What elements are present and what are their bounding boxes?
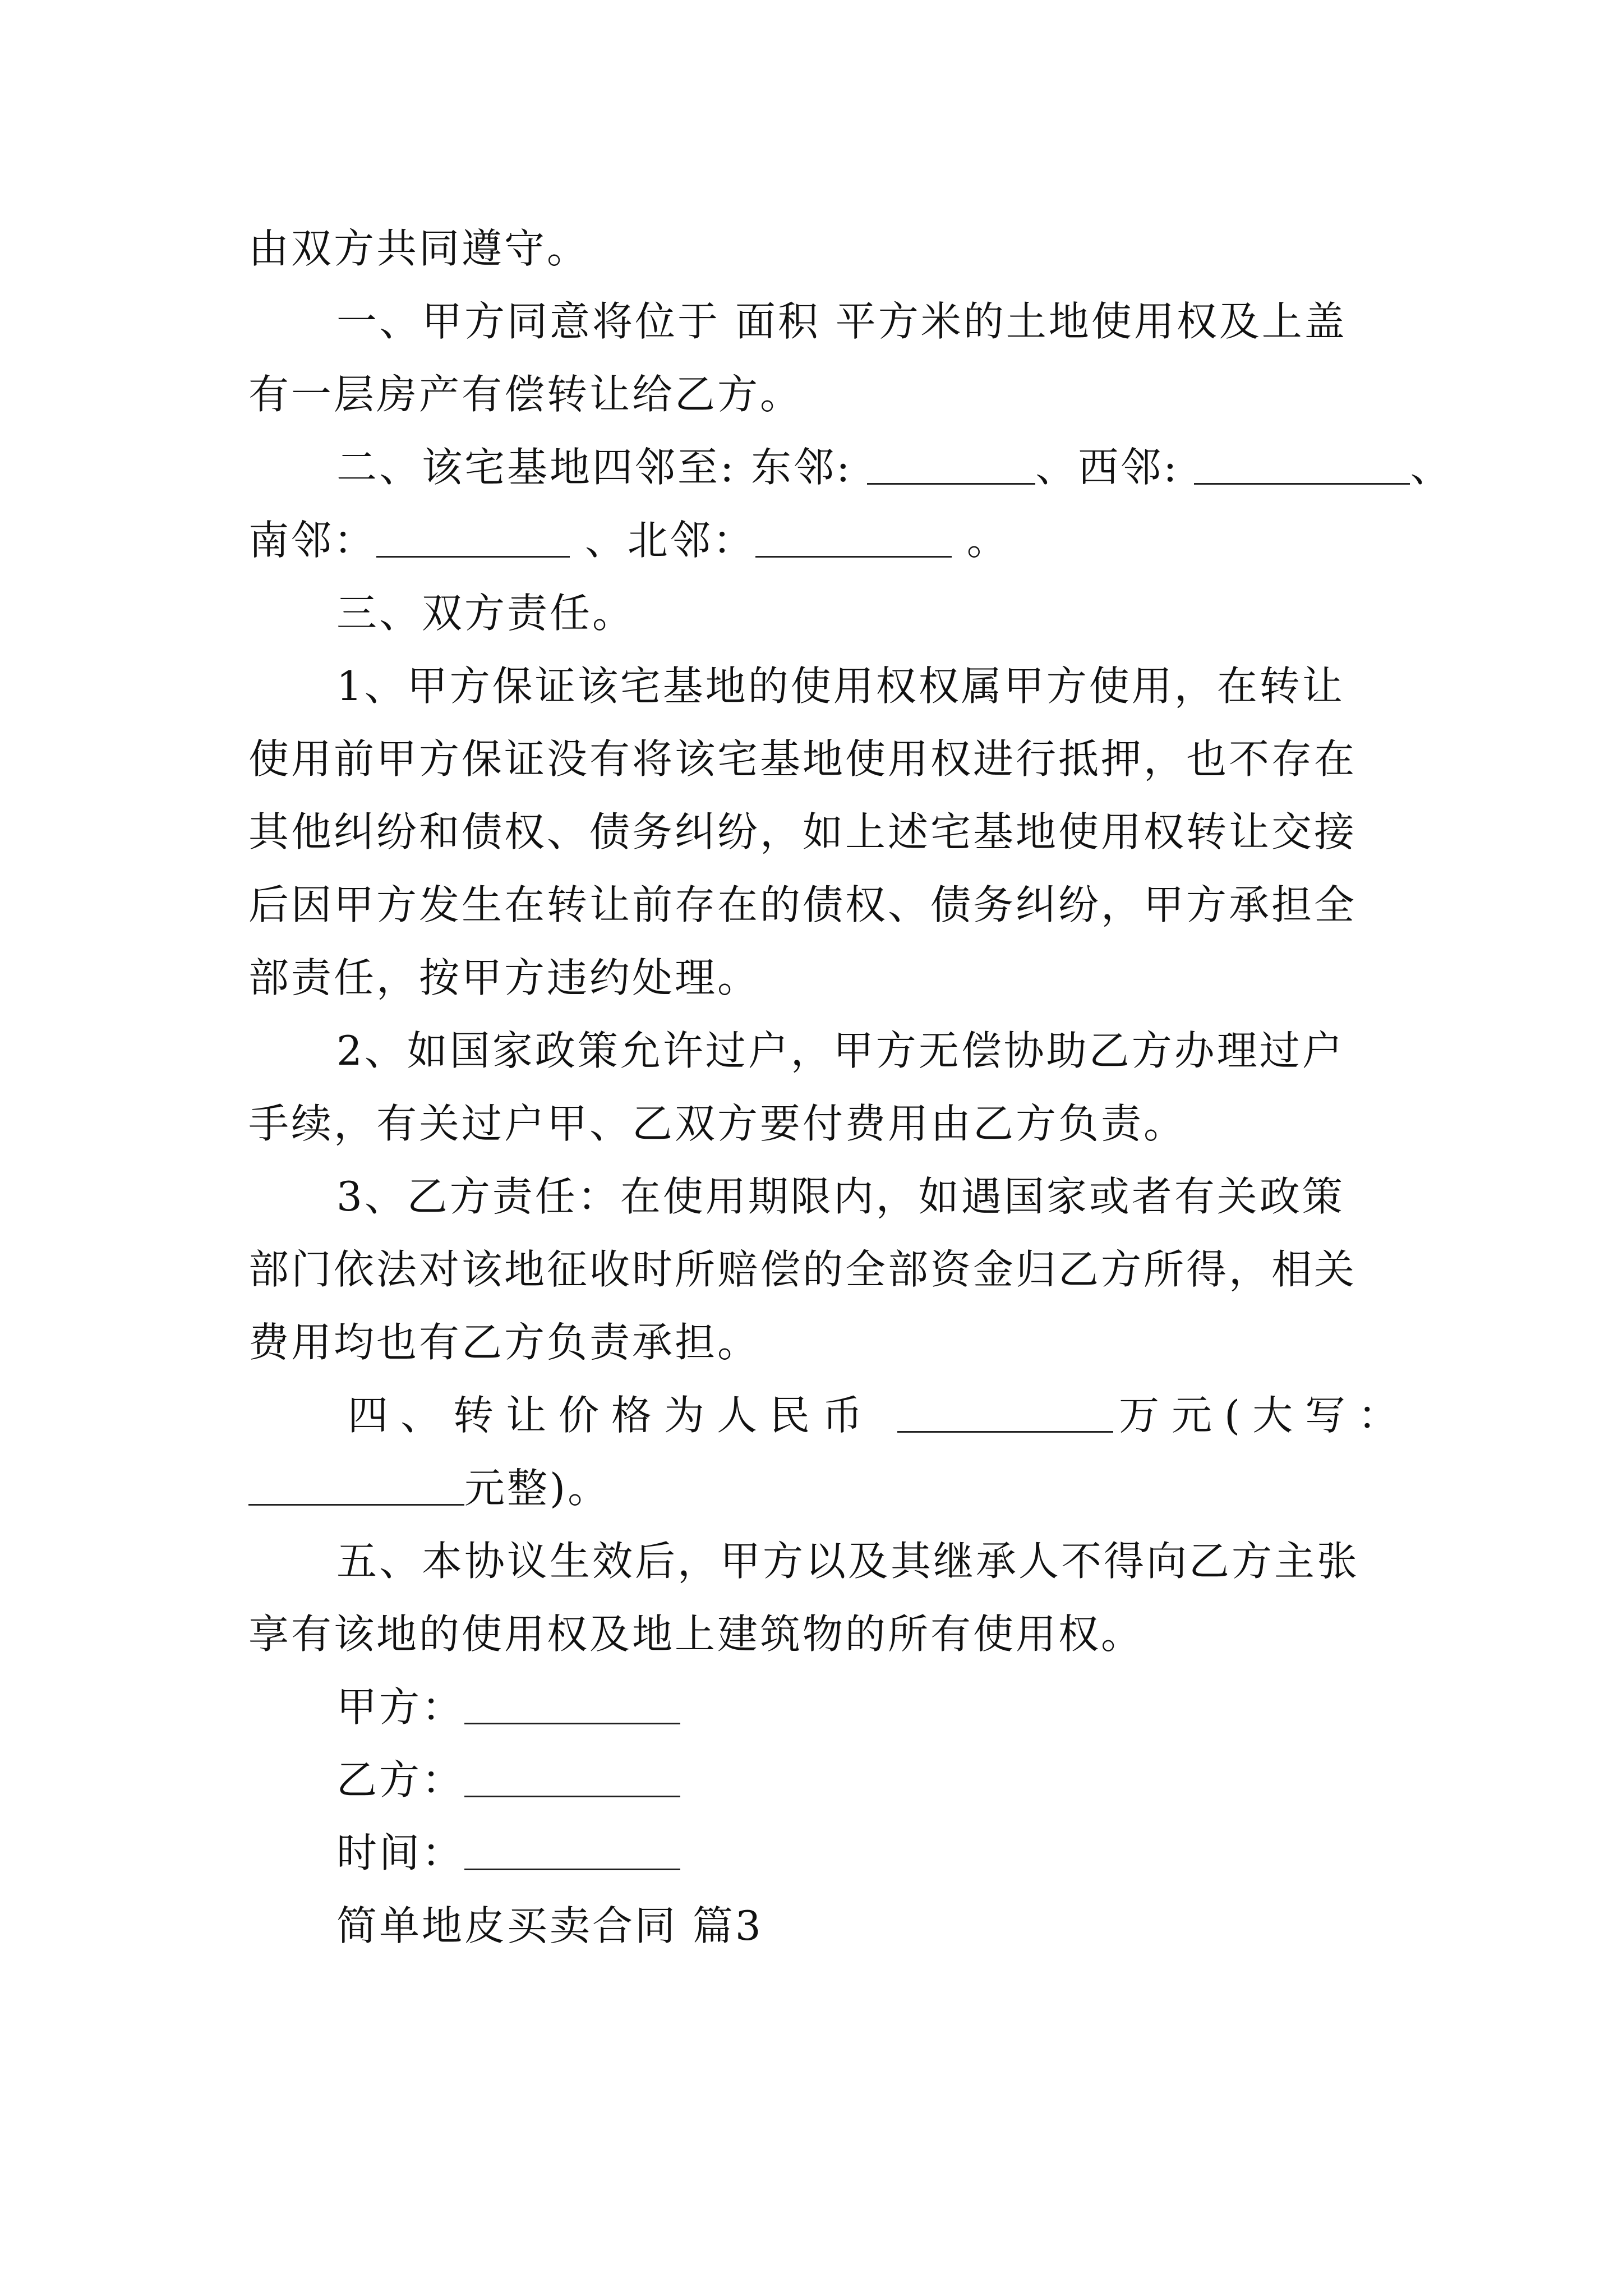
text-line: 部门依法对该地征收时所赔偿的全部资金归乙方所得，相关 xyxy=(248,1246,1357,1293)
price-uppercase-blank xyxy=(248,1465,464,1506)
price-uppercase-suffix: 元整)。 xyxy=(464,1465,611,1512)
date-signature-line xyxy=(336,1825,1387,1881)
clause-2-neighbors-line xyxy=(336,439,1453,495)
text-line: 使用前甲方保证没有将该宅基地使用权进行抵押，也不存在 xyxy=(248,735,1357,783)
date-blank xyxy=(464,1829,680,1870)
text-line: 后因甲方发生在转让前存在的债权、债务纠纷，甲方承担全 xyxy=(248,881,1357,928)
clause-3-heading: 三、双方责任。 xyxy=(336,590,635,637)
neighbors-label: 二、该宅基地四邻至: 东邻: xyxy=(336,444,868,491)
west-neighbor-label: 、西邻: xyxy=(1035,444,1195,491)
clause-3-3-text: 3、乙方责任：在使用期限内，如遇国家或者有关政策 xyxy=(336,1173,1345,1220)
clause-5-text: 五、本协议生效后，甲方以及其继承人不得向乙方主张 xyxy=(336,1538,1360,1585)
text-line: 费用均也有乙方负责承担。 xyxy=(248,1319,760,1366)
text-line: 手续，有关过户甲、乙双方要付费用由乙方负责。 xyxy=(248,1100,1187,1147)
party-b-blank xyxy=(464,1756,680,1797)
price-label: 四、转让价格为人民币 xyxy=(348,1392,875,1439)
clause-3-2-text: 2、如国家政策允许过户，甲方无偿协助乙方办理过户 xyxy=(336,1027,1345,1074)
south-neighbor-label: 南邻： xyxy=(248,517,377,564)
north-neighbor-label: 、北邻： xyxy=(570,517,755,564)
price-uppercase-line xyxy=(248,1460,1387,1516)
clause-1-text: 一、甲方同意将位于 面积 平方米的土地使用权及上盖 xyxy=(336,298,1347,345)
east-neighbor-blank xyxy=(867,444,1035,485)
price-unit-label: 万元(大写： xyxy=(1119,1392,1411,1439)
west-neighbor-blank xyxy=(1194,444,1410,485)
party-a-signature-line xyxy=(336,1679,1387,1735)
north-neighbor-blank xyxy=(755,517,952,558)
text-line: 其他纠纷和债权、债务纠纷，如上述宅基地使用权转让交接 xyxy=(248,808,1357,855)
party-a-blank xyxy=(464,1683,680,1724)
party-a-label: 甲方： xyxy=(336,1683,465,1731)
separator-text: 。 xyxy=(951,517,1009,564)
text-line: 由双方共同遵守。 xyxy=(248,225,590,272)
section-heading: 简单地皮买卖合同 篇3 xyxy=(336,1902,763,1949)
text-line: 部责任，按甲方违约处理。 xyxy=(248,954,760,1001)
neighbors-line-2 xyxy=(248,512,1387,568)
party-b-signature-line xyxy=(336,1752,1387,1808)
party-b-label: 乙方： xyxy=(336,1756,465,1803)
clause-4-price-line xyxy=(348,1387,1411,1443)
date-label: 时间： xyxy=(336,1829,465,1876)
clause-3-1-text: 1、甲方保证该宅基地的使用权权属甲方使用，在转让 xyxy=(336,662,1345,710)
separator-text: 、 xyxy=(1410,444,1453,491)
south-neighbor-blank xyxy=(376,517,570,558)
price-amount-blank xyxy=(897,1392,1113,1433)
text-line: 享有该地的使用权及地上建筑物的所有使用权。 xyxy=(248,1611,1144,1658)
text-line: 有一层房产有偿转让给乙方。 xyxy=(248,371,803,418)
